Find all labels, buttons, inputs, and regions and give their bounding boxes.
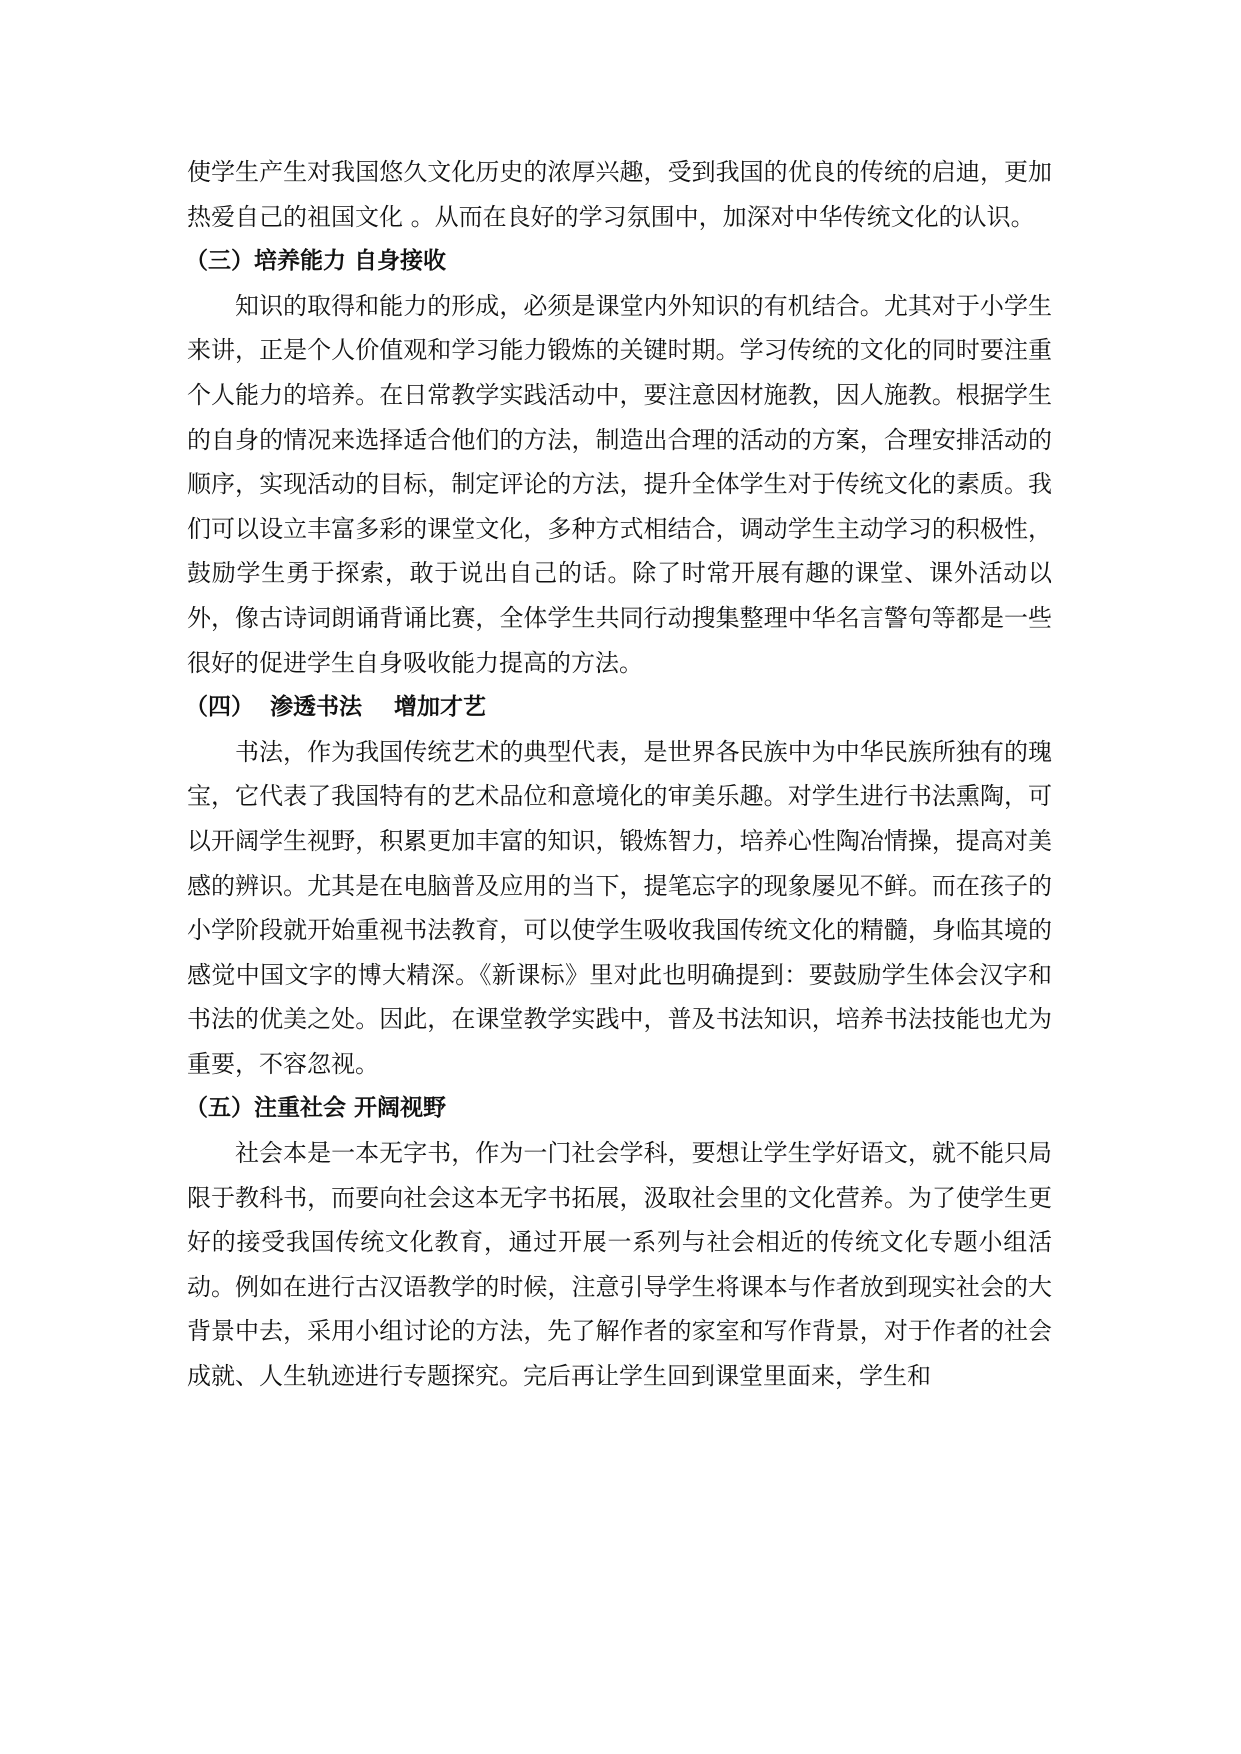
body-paragraph-society: 社会本是一本无字书，作为一门社会学科，要想让学生学好语文，就不能只局限于教科书，而要向社会这本无字书拓展，汲取社会里的文化营养。为了使学生更好的接受我国传统文化教育，通过开展一系列与社会相近的传统文化专题小组活动。例如在进行古汉语教学的时候，注意引导学生将课本与作者放到现实社会的大背景中去，采用小组讨论的方法，先了解作者的家室和写作背景，对于作者的社会成就、人生轨迹进行专题探究。完后再让学生回到课堂里面来，学生和 — [187, 1139, 1052, 1391]
section-heading-4: （四） 渗透书法 增加才艺 — [185, 694, 487, 721]
section-heading-5: （五）注重社会 开阔视野 — [185, 1095, 447, 1122]
body-paragraph-ability: 知识的取得和能力的形成，必须是课堂内外知识的有机结合。尤其对于小学生来讲，正是个人价值观和学习能力锻炼的关键时期。学习传统的文化的同时要注重个人能力的培养。在日常教学实践活动中，要注意因材施教，因人施教。根据学生的自身的情况来选择适合他们的方法，制造出合理的活动的方案，合理安排活动的顺序，实现活动的目标，制定评论的方法，提升全体学生对于传统文化的素质。我们可以设立丰富多彩的课堂文化，多种方式相结合，调动学生主动学习的积极性，鼓励学生勇于探索，敢于说出自己的话。除了时常开展有趣的课堂、课外活动以外，像古诗词朗诵背诵比赛，全体学生共同行动搜集整理中华名言警句等都是一些很好的促进学生自身吸收能力提高的方法。 — [187, 291, 1052, 677]
document-page — [187, 150, 1052, 1399]
body-paragraph-continued: 使学生产生对我国悠久文化历史的浓厚兴趣，受到我国的优良的传统的启迪，更加热爱自己的祖国文化 。从而在良好的学习氛围中，加深对中华传统文化的认识。 — [187, 158, 1052, 231]
body-paragraph-calligraphy: 书法，作为我国传统艺术的典型代表，是世界各民族中为中华民族所独有的瑰宝，它代表了我国特有的艺术品位和意境化的审美乐趣。对学生进行书法熏陶，可以开阔学生视野，积累更加丰富的知识，锻炼智力，培养心性陶冶情操，提高对美感的辨识。尤其是在电脑普及应用的当下，提笔忘字的现象屡见不鲜。而在孩子的小学阶段就开始重视书法教育，可以使学生吸收我国传统文化的精髓，身临其境的感觉中国文字的博大精深。《新课标》里对此也明确提到：要鼓励学生体会汉字和书法的优美之处。因此，在课堂教学实践中，普及书法知识，培养书法技能也尤为重要，不容忽视。 — [187, 737, 1052, 1078]
section-heading-3: （三）培养能力 自身接收 — [185, 248, 447, 275]
